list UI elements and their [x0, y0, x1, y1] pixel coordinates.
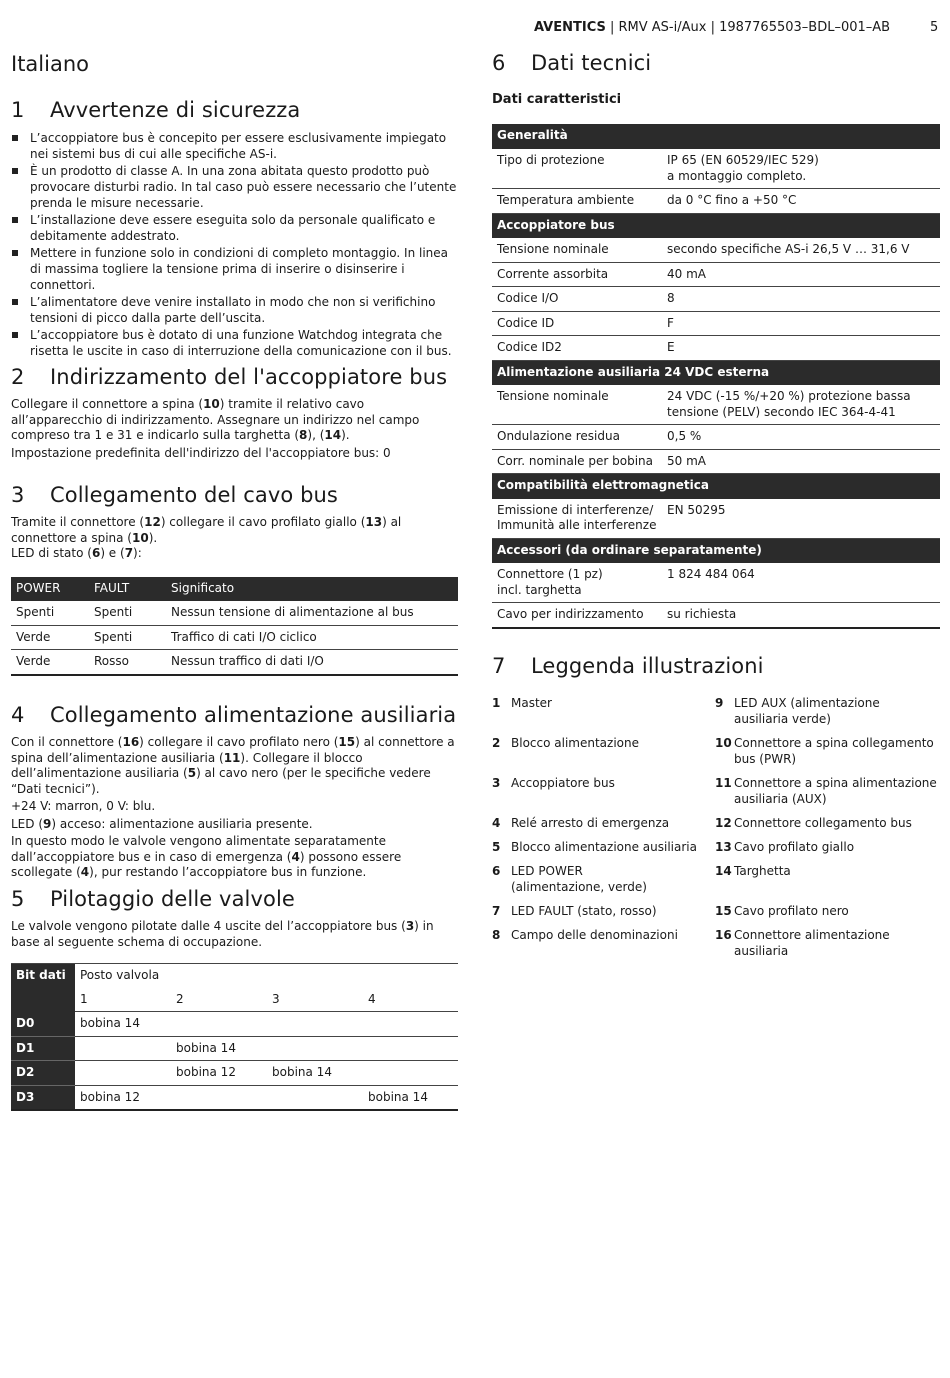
- table-cell: secondo specifiche AS-i 26,5 V … 31,6 V: [662, 238, 940, 262]
- table-cell: [363, 1061, 458, 1086]
- legend-number: 10: [715, 736, 732, 750]
- table-header: Bit dati: [11, 964, 75, 988]
- legend-text: Connettore a spina alimentazione ausiliaria (AUX): [734, 776, 937, 806]
- table-cell: Corr. nominale per bobina: [492, 449, 662, 474]
- table-header: Posto valvola: [80, 968, 160, 982]
- table-cell: 8: [662, 287, 940, 312]
- list-item: [11, 327, 458, 359]
- list-item: [11, 130, 458, 162]
- legend-text: LED FAULT (stato, rosso): [511, 904, 657, 918]
- table-cell: [75, 1036, 171, 1061]
- section-5-heading: [11, 886, 458, 912]
- table-row: [492, 603, 940, 628]
- table-cell: [363, 1036, 458, 1061]
- table-section-header: Compatibilità elettromagnetica: [492, 474, 940, 499]
- table-row: [11, 1036, 458, 1061]
- table-cell: Tensione nominale: [492, 385, 662, 425]
- paragraph: Impostazione predefinita dell'indirizzo del l'accoppiatore bus: 0: [11, 445, 391, 460]
- legend-number: 9: [715, 696, 724, 710]
- table-row: [11, 625, 458, 650]
- safety-list: [11, 130, 458, 359]
- table-cell: bobina 14: [363, 1085, 458, 1110]
- paragraph: Le valvole vengono pilotate dalle 4 uscite del l’accoppiatore bus (3) in base al seguente schema di occupazione.: [11, 919, 434, 949]
- table-section-header: Alimentazione ausiliaria 24 VDC esterna: [492, 360, 940, 385]
- table-cell: Verde: [11, 625, 89, 650]
- table-cell: [267, 1012, 363, 1037]
- section-number: 7: [492, 654, 506, 678]
- table-cell: 1 824 484 064: [662, 563, 940, 603]
- legend-text: LED POWER (alimentazione, verde): [511, 864, 647, 894]
- bullet-square-icon: [12, 332, 18, 338]
- section-7-heading: [492, 653, 940, 679]
- table-cell: Spenti: [89, 625, 166, 650]
- table-cell: Codice ID: [492, 311, 662, 336]
- language-text: Italiano: [11, 52, 89, 76]
- table-cell: bobina 12: [171, 1061, 267, 1086]
- table-row: [492, 189, 940, 214]
- table-cell: Ondulazione residua: [492, 425, 662, 450]
- section-3-heading: [11, 482, 458, 508]
- table-cell: bobina 14: [171, 1036, 267, 1061]
- section-7: [492, 653, 940, 679]
- bullet-square-icon: [12, 299, 18, 305]
- table-header: Significato: [166, 577, 458, 601]
- legend-number: 2: [492, 736, 501, 750]
- bullet-square-icon: [12, 135, 18, 141]
- table-header: 2: [171, 988, 267, 1012]
- section-3: [11, 482, 458, 562]
- table-header: 3: [267, 988, 363, 1012]
- list-item-text: L’alimentatore deve venire installato in modo che non si verifichino tensioni di picco dalla parte dell’uscita.: [30, 295, 436, 325]
- table-cell: Cavo per indirizzamento: [492, 603, 662, 628]
- legend-text: Cavo profilato nero: [734, 904, 849, 918]
- subsection-title: Dati caratteristici: [492, 92, 622, 107]
- section-number: 2: [11, 365, 25, 389]
- list-item: [11, 163, 458, 211]
- table-cell: Spenti: [89, 601, 166, 625]
- section-title: Indirizzamento del l'accoppiatore bus: [50, 365, 448, 389]
- section-6: [492, 50, 940, 108]
- table-cell: 0,5 %: [662, 425, 940, 450]
- table-cell: EN 50295: [662, 499, 940, 539]
- table-cell: da 0 °C fino a +50 °C: [662, 189, 940, 214]
- paragraph: LED (9) acceso: alimentazione ausiliaria presente.: [11, 816, 313, 831]
- bullet-square-icon: [12, 217, 18, 223]
- table-row: [492, 149, 940, 189]
- table-cell: D3: [11, 1085, 75, 1110]
- table-row: [492, 311, 940, 336]
- legend-number: 15: [715, 904, 732, 918]
- table-cell: Rosso: [89, 650, 166, 675]
- table-section-header: Accoppiatore bus: [492, 213, 940, 238]
- table-cell: [11, 988, 75, 1012]
- table-cell: IP 65 (EN 60529/IEC 529) a montaggio completo.: [662, 149, 940, 189]
- table-cell: Verde: [11, 650, 89, 675]
- legend-number: 11: [715, 776, 732, 790]
- valve-assignment-table: [11, 963, 458, 1111]
- table-row: [492, 262, 940, 287]
- table-cell: E: [662, 336, 940, 361]
- legend-text: Connettore collegamento bus: [734, 816, 912, 830]
- legend-text: Connettore alimentazione ausiliaria: [734, 928, 890, 958]
- list-item-text: L’installazione deve essere eseguita solo da personale qualificato e debitamente addestrato.: [30, 213, 436, 243]
- table-cell: D1: [11, 1036, 75, 1061]
- table-row: [492, 336, 940, 361]
- technical-data-table: [492, 124, 940, 629]
- table-header: 4: [363, 988, 458, 1012]
- table-cell: Nessun traffico di dati I/O: [166, 650, 458, 675]
- legend-number: 5: [492, 840, 501, 854]
- running-header: [534, 20, 890, 36]
- table-cell: Traffico di cati I/O ciclico: [166, 625, 458, 650]
- table-cell: Connettore (1 pz) incl. targhetta: [492, 563, 662, 603]
- legend-number: 16: [715, 928, 732, 942]
- paragraph: LED di stato (6) e (7):: [11, 546, 142, 560]
- table-cell: bobina 12: [75, 1085, 171, 1110]
- paragraph: In questo modo le valvole vengono alimentate separatamente dall’accoppiatore bus e in caso di emergenza (4) possono essere scollegate (4), pur restando l’accoppiatore bus in funzione.: [11, 834, 402, 879]
- section-1-heading: [11, 97, 458, 123]
- legend-text: Master: [511, 696, 552, 710]
- table-row: [11, 1012, 458, 1037]
- legend-number: 4: [492, 816, 501, 830]
- legend-text: Connettore a spina collegamento bus (PWR): [734, 736, 934, 766]
- table-section-header: Generalità: [492, 124, 940, 149]
- table-cell: Codice ID2: [492, 336, 662, 361]
- table-row: [492, 238, 940, 262]
- paragraph: Con il connettore (16) collegare il cavo profilato nero (15) al connettore a spina dell’alimentazione ausiliaria (11). Collegare il blocco dell’alimentazione ausiliaria (5) al cavo nero (per le specifiche vedere “Dati tecnici”).: [11, 735, 455, 796]
- table-row: [492, 287, 940, 312]
- legend-number: 12: [715, 816, 732, 830]
- document-id: | RMV AS-i/Aux | 1987765503–BDL–001–AB: [605, 20, 891, 35]
- legend-text: Accoppiatore bus: [511, 776, 615, 790]
- table-cell: [267, 1036, 363, 1061]
- table-row: [11, 650, 458, 675]
- tech-table-wrap: [492, 124, 940, 629]
- legend-number: 8: [492, 928, 501, 942]
- table-row: [492, 499, 940, 539]
- table-cell: 40 mA: [662, 262, 940, 287]
- bullet-square-icon: [12, 168, 18, 174]
- table-row: [11, 1061, 458, 1086]
- legend-text: Campo delle denominazioni: [511, 928, 678, 942]
- table-cell: bobina 14: [267, 1061, 363, 1086]
- section-number: 3: [11, 483, 25, 507]
- section-title: Collegamento del cavo bus: [50, 483, 338, 507]
- legend-text: LED AUX (alimentazione ausiliaria verde): [734, 696, 880, 726]
- legend-text: Relé arresto di emergenza: [511, 816, 670, 830]
- table-header: POWER: [11, 577, 89, 601]
- section-4: [11, 702, 458, 881]
- table-cell: 50 mA: [662, 449, 940, 474]
- legend-number: 14: [715, 864, 732, 878]
- paragraph: Tramite il connettore (12) collegare il cavo profilato giallo (13) al connettore a spina (10).: [11, 515, 402, 545]
- section-2-heading: [11, 364, 458, 390]
- legend-number: 13: [715, 840, 732, 854]
- table-cell: su richiesta: [662, 603, 940, 628]
- list-item-text: L’accoppiatore bus è dotato di una funzione Watchdog integrata che risetta le uscite in caso di interruzione della comunicazione con il bus.: [30, 328, 452, 358]
- table-cell: 24 VDC (-15 %/+20 %) protezione bassa tensione (PELV) secondo IEC 364-4-41: [662, 385, 940, 425]
- table-cell: bobina 14: [75, 1012, 171, 1037]
- table-row: [11, 601, 458, 625]
- table-row: [492, 425, 940, 450]
- section-title: Pilotaggio delle valvole: [50, 887, 295, 911]
- language-label: [11, 51, 458, 77]
- table-cell: [171, 1012, 267, 1037]
- table-cell: D2: [11, 1061, 75, 1086]
- table-header: FAULT: [89, 577, 166, 601]
- brand-name: AVENTICS: [534, 20, 606, 35]
- list-item-text: L’accoppiatore bus è concepito per essere esclusivamente impiegato nei sistemi bus di cui alle specifiche AS-i.: [30, 131, 447, 161]
- bullet-square-icon: [12, 250, 18, 256]
- table-cell: [171, 1085, 267, 1110]
- table-row: [492, 449, 940, 474]
- section-4-heading: [11, 702, 458, 728]
- legend-text: Cavo profilato giallo: [734, 840, 855, 854]
- list-item: [11, 212, 458, 244]
- table-cell: Tensione nominale: [492, 238, 662, 262]
- legend-number: 7: [492, 904, 501, 918]
- section-number: 1: [11, 98, 25, 122]
- table-cell: Codice I/O: [492, 287, 662, 312]
- list-item-text: Mettere in funzione solo in condizioni di completo montaggio. In linea di massima togliere la tensione prima di inserire o disinserire i connettori.: [30, 246, 449, 292]
- figure-legend: [492, 696, 940, 966]
- section-number: 4: [11, 703, 25, 727]
- table-cell: Temperatura ambiente: [492, 189, 662, 214]
- section-number: 5: [11, 887, 25, 911]
- paragraph: +24 V: marron, 0 V: blu.: [11, 799, 156, 813]
- list-item-text: È un prodotto di classe A. In una zona abitata questo prodotto può provocare disturbi radio. In tal caso può essere necessario che l’utente prenda le misure necessarie.: [30, 164, 457, 210]
- legend-number: 6: [492, 864, 501, 878]
- section-title: Avvertenze di sicurezza: [50, 98, 301, 122]
- table-section-header: Accessori (da ordinare separatamente): [492, 538, 940, 563]
- section-1: [11, 97, 458, 360]
- table-row: [492, 385, 940, 425]
- led-status-table-wrap: [11, 577, 458, 676]
- paragraph: Collegare il connettore a spina (10) tramite il relativo cavo all’apparecchio di indirizzamento. Assegnare un indirizzo nel campo compreso tra 1 e 31 e indicarlo sulla targhetta (8), (14).: [11, 397, 420, 442]
- table-header: 1: [75, 988, 171, 1012]
- led-status-table: [11, 577, 458, 676]
- section-title: Dati tecnici: [531, 51, 652, 75]
- table-cell: [75, 1061, 171, 1086]
- table-cell: Spenti: [11, 601, 89, 625]
- legend-number: 1: [492, 696, 501, 710]
- list-item: [11, 294, 458, 326]
- table-cell: D0: [11, 1012, 75, 1037]
- valve-table-wrap: [11, 963, 458, 1111]
- section-2: [11, 364, 458, 461]
- table-cell: Nessun tensione di alimentazione al bus: [166, 601, 458, 625]
- table-row: [492, 563, 940, 603]
- list-item: [11, 245, 458, 293]
- table-row: [11, 1085, 458, 1110]
- section-title: Collegamento alimentazione ausiliaria: [50, 703, 457, 727]
- table-cell: [363, 1012, 458, 1037]
- page-number: 5: [930, 20, 939, 35]
- legend-number: 3: [492, 776, 501, 790]
- section-title: Leggenda illustrazioni: [531, 654, 764, 678]
- legend-text: Blocco alimentazione: [511, 736, 639, 750]
- legend-text: Blocco alimentazione ausiliaria: [511, 840, 697, 854]
- section-6-heading: [492, 50, 940, 76]
- table-cell: Corrente assorbita: [492, 262, 662, 287]
- table-cell: F: [662, 311, 940, 336]
- legend-text: Targhetta: [734, 864, 791, 878]
- table-cell: [267, 1085, 363, 1110]
- table-cell: Tipo di protezione: [492, 149, 662, 189]
- section-5: [11, 886, 458, 950]
- table-cell: Emissione di interferenze/ Immunità alle interferenze: [492, 499, 662, 539]
- section-number: 6: [492, 51, 506, 75]
